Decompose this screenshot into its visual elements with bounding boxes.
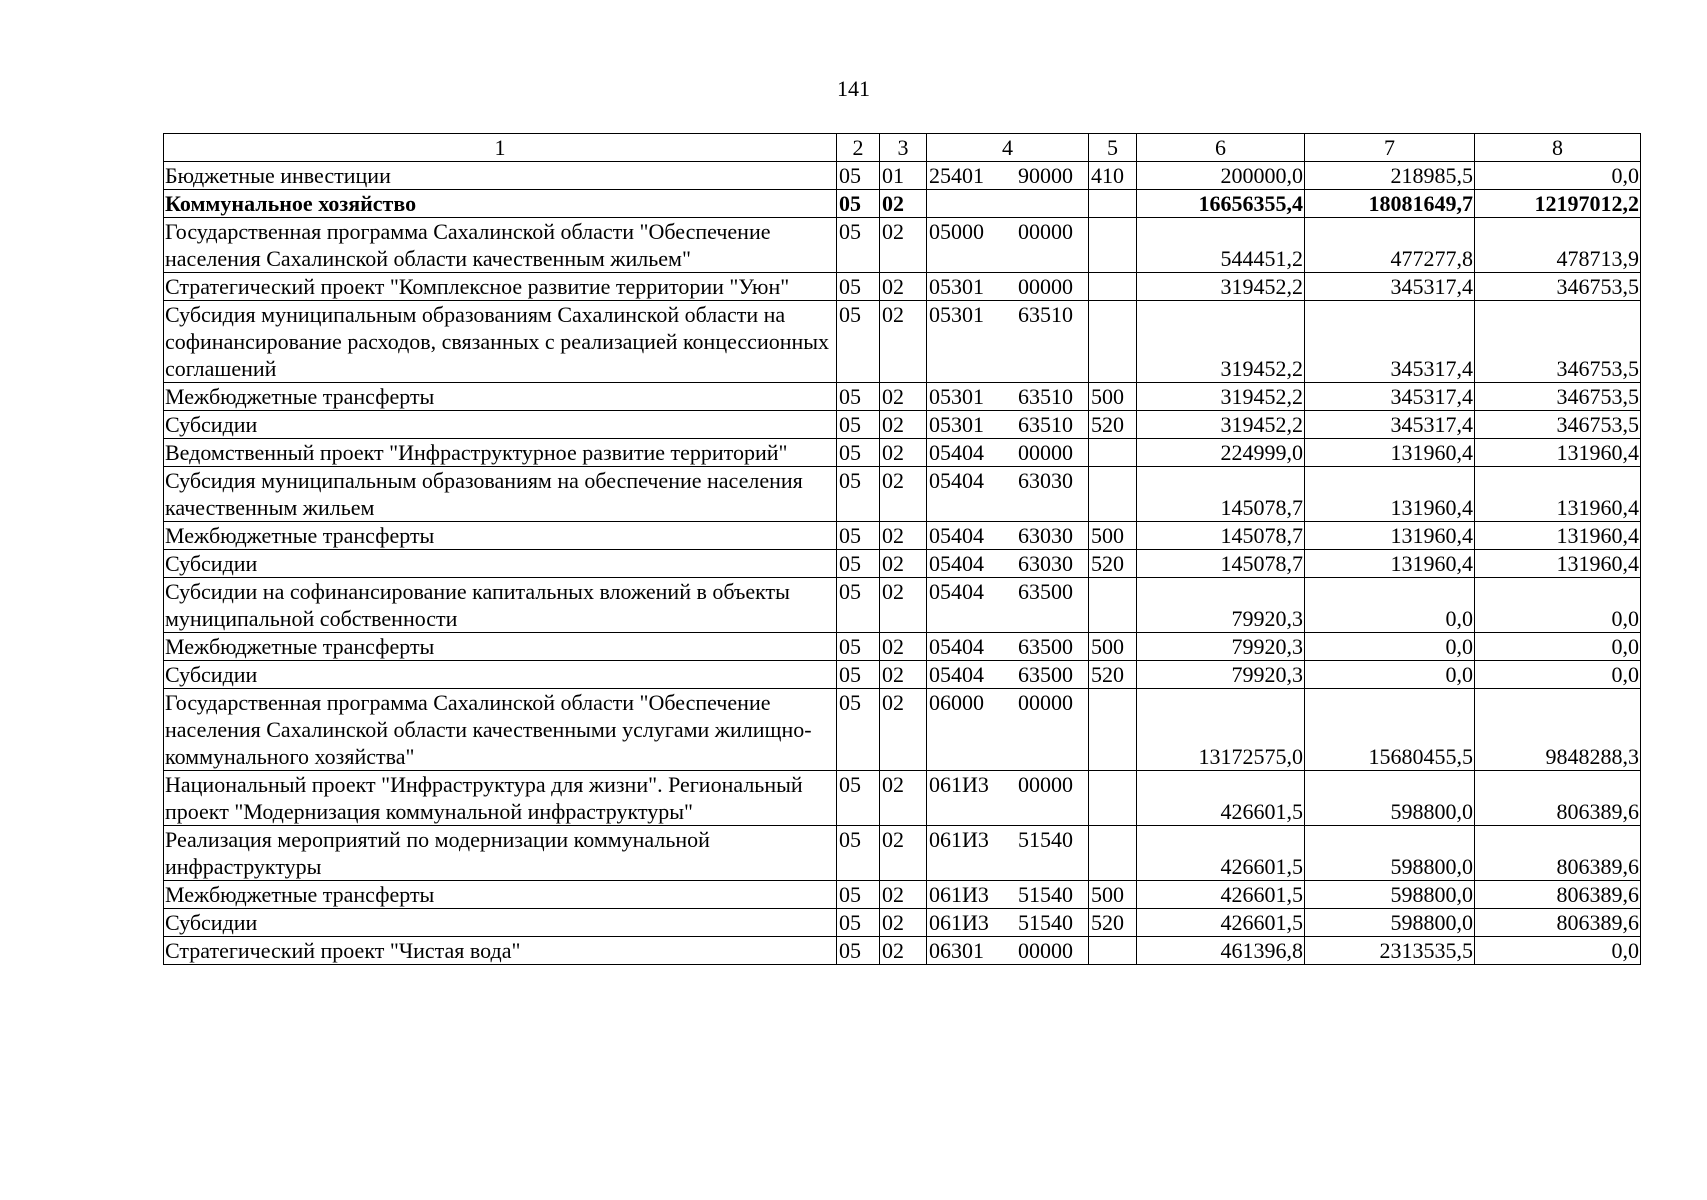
target-article-part-b: 00000 — [1018, 274, 1073, 299]
header-cell: 6 — [1137, 134, 1305, 162]
target-article-part-a: 061И3 — [929, 827, 989, 852]
subsection-code: 02 — [880, 411, 927, 439]
target-article-code — [927, 218, 1089, 273]
header-cell: 3 — [880, 134, 927, 162]
target-article-part-b: 51540 — [1018, 882, 1073, 907]
expense-type-code — [1089, 937, 1137, 965]
target-article-part-a: 05301 — [929, 412, 984, 437]
target-article-code — [927, 826, 1089, 881]
expense-type-code — [1089, 826, 1137, 881]
table-row — [164, 190, 1641, 218]
target-article-part-b: 51540 — [1018, 827, 1073, 852]
amount-col6: 426601,5 — [1137, 771, 1305, 826]
section-code: 05 — [837, 937, 880, 965]
target-article-part-a: 05404 — [929, 468, 984, 493]
target-article-part-b: 00000 — [1018, 938, 1073, 963]
table-row — [164, 689, 1641, 771]
row-name: Национальный проект "Инфраструктура для жизни". Региональный проект "Модернизация коммунальной инфраструктуры" — [164, 771, 837, 826]
amount-col8: 346753,5 — [1475, 383, 1641, 411]
amount-col8: 131960,4 — [1475, 467, 1641, 522]
expense-type-code: 520 — [1089, 661, 1137, 689]
target-article-part-a: 05000 — [929, 219, 984, 244]
table-row — [164, 439, 1641, 467]
amount-col7: 18081649,7 — [1305, 190, 1475, 218]
section-code: 05 — [837, 578, 880, 633]
target-article-part-b: 90000 — [1018, 163, 1073, 188]
amount-col7: 218985,5 — [1305, 162, 1475, 190]
section-code: 05 — [837, 771, 880, 826]
target-article-part-a: 05301 — [929, 384, 984, 409]
amount-col7: 0,0 — [1305, 578, 1475, 633]
table-row — [164, 826, 1641, 881]
section-code: 05 — [837, 467, 880, 522]
target-article-part-b: 63500 — [1018, 662, 1073, 687]
table-row — [164, 411, 1641, 439]
amount-col8: 0,0 — [1475, 162, 1641, 190]
section-code: 05 — [837, 689, 880, 771]
amount-col6: 13172575,0 — [1137, 689, 1305, 771]
row-name: Межбюджетные трансферты — [164, 522, 837, 550]
table-row — [164, 273, 1641, 301]
target-article-part-a: 06301 — [929, 938, 984, 963]
expense-type-code — [1089, 218, 1137, 273]
table-row — [164, 633, 1641, 661]
expense-type-code — [1089, 439, 1137, 467]
row-name: Межбюджетные трансферты — [164, 881, 837, 909]
table-row — [164, 937, 1641, 965]
header-row — [164, 134, 1641, 162]
subsection-code: 02 — [880, 881, 927, 909]
section-code: 05 — [837, 439, 880, 467]
subsection-code: 02 — [880, 218, 927, 273]
amount-col8: 131960,4 — [1475, 522, 1641, 550]
amount-col7: 0,0 — [1305, 661, 1475, 689]
target-article-part-a: 05404 — [929, 634, 984, 659]
expense-type-code: 520 — [1089, 411, 1137, 439]
expense-type-code — [1089, 771, 1137, 826]
amount-col7: 2313535,5 — [1305, 937, 1475, 965]
table-row — [164, 881, 1641, 909]
target-article-part-b: 00000 — [1018, 690, 1073, 715]
amount-col8: 806389,6 — [1475, 909, 1641, 937]
expense-type-code: 410 — [1089, 162, 1137, 190]
section-code: 05 — [837, 162, 880, 190]
amount-col6: 319452,2 — [1137, 383, 1305, 411]
table-row — [164, 909, 1641, 937]
subsection-code: 02 — [880, 301, 927, 383]
amount-col7: 345317,4 — [1305, 273, 1475, 301]
expense-type-code: 500 — [1089, 522, 1137, 550]
table-row — [164, 467, 1641, 522]
amount-col8: 346753,5 — [1475, 273, 1641, 301]
subsection-code: 02 — [880, 661, 927, 689]
table-row — [164, 301, 1641, 383]
amount-col7: 0,0 — [1305, 633, 1475, 661]
header-cell: 5 — [1089, 134, 1137, 162]
amount-col6: 224999,0 — [1137, 439, 1305, 467]
amount-col7: 131960,4 — [1305, 550, 1475, 578]
section-code: 05 — [837, 522, 880, 550]
target-article-code — [927, 439, 1089, 467]
target-article-code — [927, 522, 1089, 550]
amount-col6: 79920,3 — [1137, 578, 1305, 633]
amount-col6: 145078,7 — [1137, 550, 1305, 578]
section-code: 05 — [837, 273, 880, 301]
row-name: Субсидия муниципальным образованиям на обеспечение населения качественным жильем — [164, 467, 837, 522]
amount-col7: 598800,0 — [1305, 909, 1475, 937]
amount-col6: 319452,2 — [1137, 273, 1305, 301]
table-row — [164, 522, 1641, 550]
target-article-code — [927, 937, 1089, 965]
target-article-part-b: 63030 — [1018, 523, 1073, 548]
budget-table — [163, 133, 1641, 965]
expense-type-code: 500 — [1089, 633, 1137, 661]
row-name: Государственная программа Сахалинской области "Обеспечение населения Сахалинской области качественным жильем" — [164, 218, 837, 273]
row-name: Субсидии — [164, 411, 837, 439]
table-row — [164, 771, 1641, 826]
section-code: 05 — [837, 633, 880, 661]
amount-col7: 598800,0 — [1305, 826, 1475, 881]
expense-type-code — [1089, 301, 1137, 383]
target-article-code — [927, 661, 1089, 689]
amount-col8: 806389,6 — [1475, 771, 1641, 826]
target-article-part-a: 05404 — [929, 551, 984, 576]
row-name: Ведомственный проект "Инфраструктурное развитие территорий" — [164, 439, 837, 467]
target-article-code — [927, 383, 1089, 411]
target-article-part-a: 05301 — [929, 302, 984, 327]
target-article-code — [927, 909, 1089, 937]
row-name: Субсидии на софинансирование капитальных вложений в объекты муниципальной собственности — [164, 578, 837, 633]
target-article-code — [927, 273, 1089, 301]
amount-col6: 79920,3 — [1137, 633, 1305, 661]
expense-type-code: 500 — [1089, 881, 1137, 909]
target-article-code — [927, 467, 1089, 522]
amount-col8: 131960,4 — [1475, 550, 1641, 578]
amount-col6: 544451,2 — [1137, 218, 1305, 273]
table-row — [164, 218, 1641, 273]
target-article-part-a: 05404 — [929, 440, 984, 465]
amount-col8: 806389,6 — [1475, 881, 1641, 909]
row-name: Межбюджетные трансферты — [164, 633, 837, 661]
subsection-code: 02 — [880, 771, 927, 826]
subsection-code: 02 — [880, 190, 927, 218]
section-code: 05 — [837, 550, 880, 578]
expense-type-code — [1089, 190, 1137, 218]
section-code: 05 — [837, 826, 880, 881]
amount-col7: 131960,4 — [1305, 467, 1475, 522]
target-article-part-a: 061И3 — [929, 910, 989, 935]
section-code: 05 — [837, 909, 880, 937]
target-article-part-a: 061И3 — [929, 882, 989, 907]
section-code: 05 — [837, 881, 880, 909]
section-code: 05 — [837, 411, 880, 439]
amount-col7: 345317,4 — [1305, 411, 1475, 439]
amount-col8: 0,0 — [1475, 661, 1641, 689]
header-cell: 1 — [164, 134, 837, 162]
row-name: Коммунальное хозяйство — [164, 190, 837, 218]
amount-col8: 0,0 — [1475, 937, 1641, 965]
section-code: 05 — [837, 190, 880, 218]
amount-col7: 477277,8 — [1305, 218, 1475, 273]
amount-col6: 426601,5 — [1137, 909, 1305, 937]
row-name: Государственная программа Сахалинской области "Обеспечение населения Сахалинской области качественными услугами жилищно-коммунального хозяйства" — [164, 689, 837, 771]
subsection-code: 02 — [880, 273, 927, 301]
target-article-code — [927, 301, 1089, 383]
expense-type-code: 520 — [1089, 550, 1137, 578]
amount-col7: 345317,4 — [1305, 301, 1475, 383]
target-article-part-b: 63500 — [1018, 579, 1073, 604]
amount-col8: 12197012,2 — [1475, 190, 1641, 218]
target-article-code — [927, 411, 1089, 439]
amount-col8: 0,0 — [1475, 578, 1641, 633]
subsection-code: 02 — [880, 689, 927, 771]
section-code: 05 — [837, 218, 880, 273]
target-article-part-b: 63030 — [1018, 551, 1073, 576]
amount-col8: 131960,4 — [1475, 439, 1641, 467]
target-article-part-b: 63510 — [1018, 384, 1073, 409]
target-article-part-b: 00000 — [1018, 219, 1073, 244]
row-name: Субсидия муниципальным образованиям Сахалинской области на софинансирование расходов, связанных с реализацией концессионных соглашений — [164, 301, 837, 383]
header-cell: 4 — [927, 134, 1089, 162]
amount-col6: 319452,2 — [1137, 411, 1305, 439]
amount-col8: 0,0 — [1475, 633, 1641, 661]
table-row — [164, 162, 1641, 190]
expense-type-code — [1089, 273, 1137, 301]
amount-col8: 806389,6 — [1475, 826, 1641, 881]
target-article-part-b: 51540 — [1018, 910, 1073, 935]
target-article-part-b: 63510 — [1018, 302, 1073, 327]
amount-col6: 16656355,4 — [1137, 190, 1305, 218]
header-cell: 2 — [837, 134, 880, 162]
amount-col7: 345317,4 — [1305, 383, 1475, 411]
subsection-code: 02 — [880, 383, 927, 411]
amount-col6: 319452,2 — [1137, 301, 1305, 383]
expense-type-code: 520 — [1089, 909, 1137, 937]
target-article-part-b: 00000 — [1018, 440, 1073, 465]
target-article-part-a: 05404 — [929, 662, 984, 687]
expense-type-code — [1089, 689, 1137, 771]
table-row — [164, 550, 1641, 578]
subsection-code: 02 — [880, 439, 927, 467]
target-article-part-b: 63500 — [1018, 634, 1073, 659]
row-name: Стратегический проект "Чистая вода" — [164, 937, 837, 965]
expense-type-code — [1089, 578, 1137, 633]
section-code: 05 — [837, 383, 880, 411]
target-article-code — [927, 578, 1089, 633]
subsection-code: 02 — [880, 826, 927, 881]
subsection-code: 01 — [880, 162, 927, 190]
amount-col6: 145078,7 — [1137, 522, 1305, 550]
amount-col6: 200000,0 — [1137, 162, 1305, 190]
amount-col8: 346753,5 — [1475, 411, 1641, 439]
row-name: Субсидии — [164, 550, 837, 578]
row-name: Субсидии — [164, 909, 837, 937]
target-article-code — [927, 771, 1089, 826]
target-article-code — [927, 633, 1089, 661]
target-article-part-a: 05301 — [929, 274, 984, 299]
subsection-code: 02 — [880, 522, 927, 550]
row-name: Субсидии — [164, 661, 837, 689]
target-article-code — [927, 881, 1089, 909]
target-article-part-a: 05404 — [929, 579, 984, 604]
target-article-part-a: 25401 — [929, 163, 984, 188]
amount-col7: 131960,4 — [1305, 439, 1475, 467]
target-article-part-a: 061И3 — [929, 772, 989, 797]
amount-col7: 598800,0 — [1305, 771, 1475, 826]
subsection-code: 02 — [880, 578, 927, 633]
target-article-part-b: 63030 — [1018, 468, 1073, 493]
subsection-code: 02 — [880, 937, 927, 965]
amount-col8: 9848288,3 — [1475, 689, 1641, 771]
target-article-code — [927, 162, 1089, 190]
table-row — [164, 383, 1641, 411]
subsection-code: 02 — [880, 633, 927, 661]
row-name: Стратегический проект "Комплексное развитие территории "Уюн" — [164, 273, 837, 301]
table-row — [164, 578, 1641, 633]
target-article-part-b: 63510 — [1018, 412, 1073, 437]
amount-col6: 145078,7 — [1137, 467, 1305, 522]
expense-type-code — [1089, 467, 1137, 522]
header-cell: 8 — [1475, 134, 1641, 162]
row-name: Межбюджетные трансферты — [164, 383, 837, 411]
subsection-code: 02 — [880, 467, 927, 522]
table-row — [164, 661, 1641, 689]
section-code: 05 — [837, 661, 880, 689]
amount-col6: 79920,3 — [1137, 661, 1305, 689]
target-article-part-a: 05404 — [929, 523, 984, 548]
amount-col7: 15680455,5 — [1305, 689, 1475, 771]
target-article-code — [927, 190, 1089, 218]
target-article-part-a: 06000 — [929, 690, 984, 715]
target-article-code — [927, 689, 1089, 771]
amount-col8: 478713,9 — [1475, 218, 1641, 273]
subsection-code: 02 — [880, 909, 927, 937]
target-article-part-b: 00000 — [1018, 772, 1073, 797]
row-name: Реализация мероприятий по модернизации коммунальной инфраструктуры — [164, 826, 837, 881]
amount-col6: 426601,5 — [1137, 826, 1305, 881]
amount-col7: 131960,4 — [1305, 522, 1475, 550]
row-name: Бюджетные инвестиции — [164, 162, 837, 190]
amount-col7: 598800,0 — [1305, 881, 1475, 909]
header-cell: 7 — [1305, 134, 1475, 162]
amount-col6: 461396,8 — [1137, 937, 1305, 965]
page-number: 141 — [837, 76, 870, 101]
section-code: 05 — [837, 301, 880, 383]
target-article-code — [927, 550, 1089, 578]
amount-col8: 346753,5 — [1475, 301, 1641, 383]
subsection-code: 02 — [880, 550, 927, 578]
expense-type-code: 500 — [1089, 383, 1137, 411]
amount-col6: 426601,5 — [1137, 881, 1305, 909]
